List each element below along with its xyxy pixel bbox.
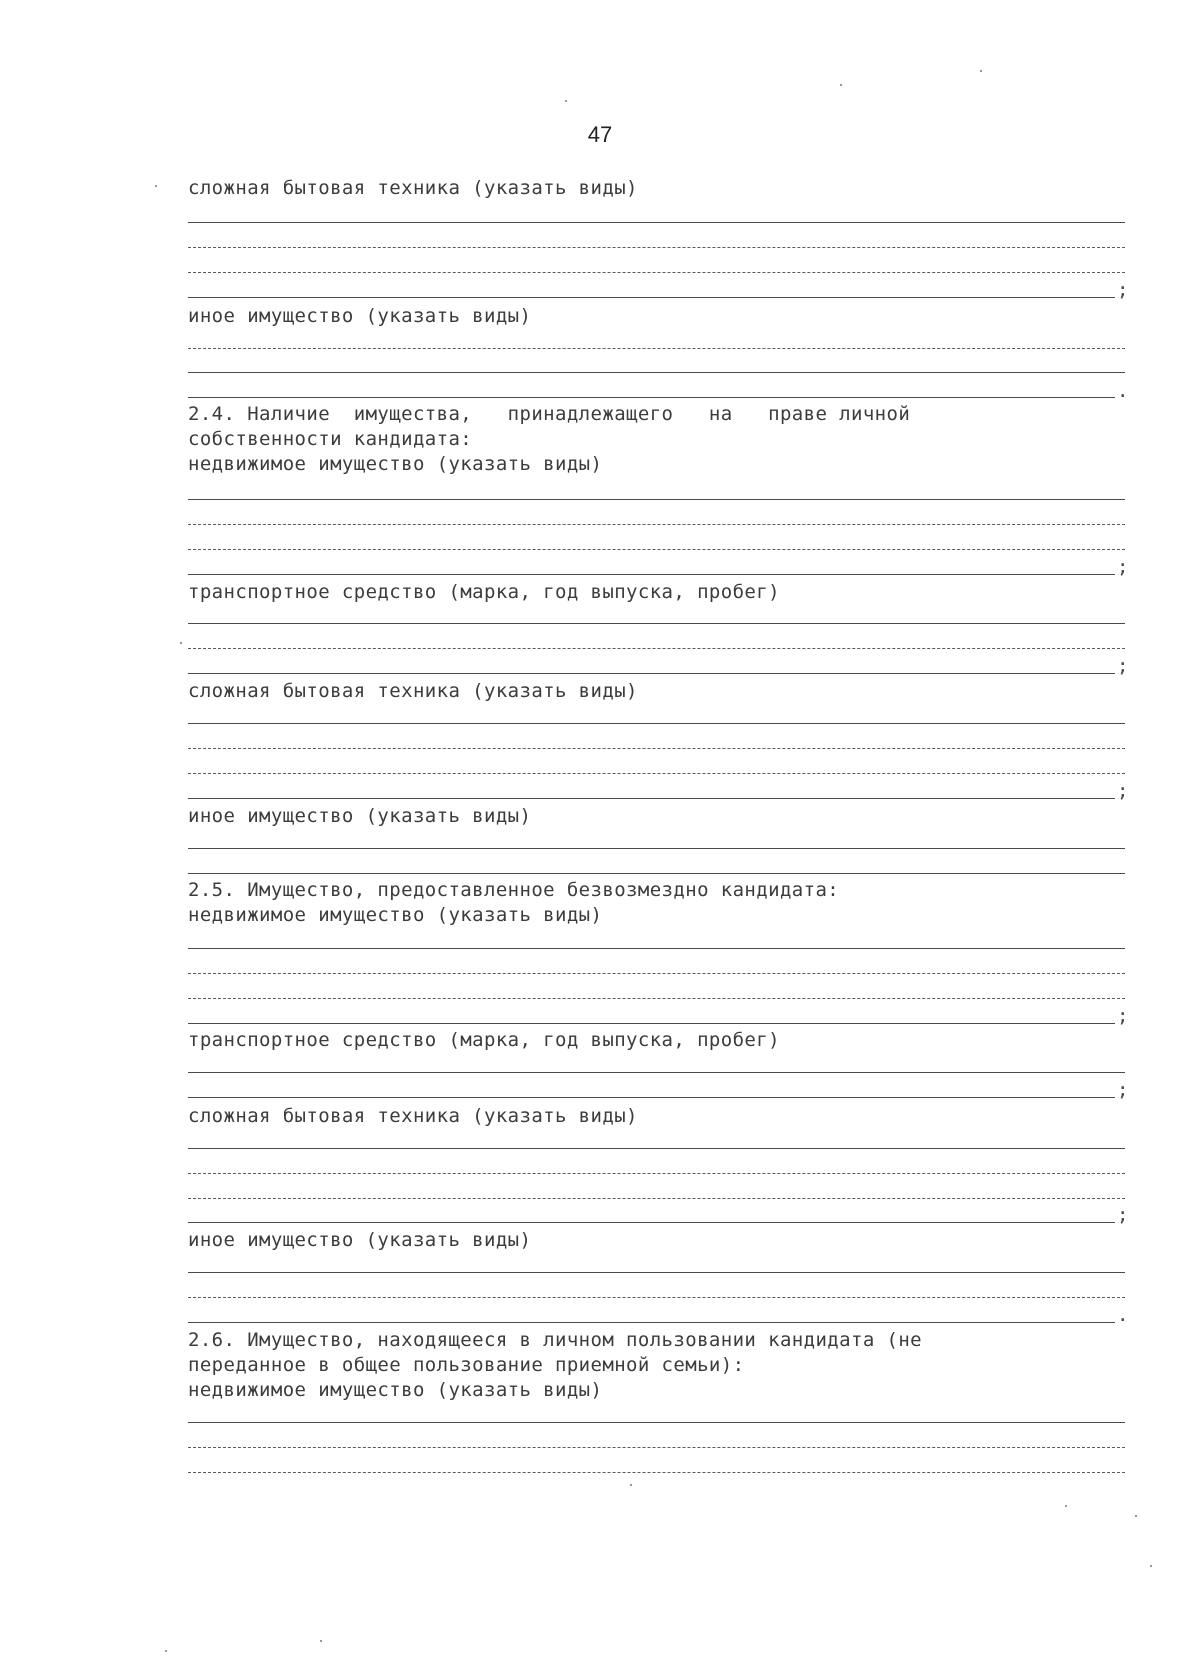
blank-line[interactable]: [188, 723, 1125, 724]
section-2-5-heading: 2.5. Имущество, предоставленное безвозмездно кандидата:: [188, 879, 840, 901]
blank-line[interactable]: [188, 1472, 1125, 1473]
section-2-4-heading-cont: собственности кандидата:: [188, 428, 473, 450]
period: .: [1117, 1304, 1129, 1326]
field-label-appliances: сложная бытовая техника (указать виды): [188, 680, 638, 702]
field-label-vehicle: транспортное средство (марка, год выпуска, пробег): [188, 581, 780, 603]
page-number: 47: [587, 122, 613, 147]
blank-line[interactable]: [188, 297, 1115, 298]
blank-line[interactable]: [188, 372, 1125, 373]
blank-line[interactable]: [188, 848, 1125, 849]
section-2-6-heading: 2.6. Имущество, находящееся в личном пользовании кандидата (не: [188, 1329, 923, 1351]
blank-line[interactable]: [188, 272, 1125, 273]
blank-line[interactable]: [188, 1422, 1125, 1423]
field-label-real-estate: недвижимое имущество (указать виды): [188, 904, 603, 926]
blank-line[interactable]: [188, 1072, 1125, 1073]
blank-line[interactable]: [188, 348, 1125, 349]
blank-line[interactable]: [188, 798, 1115, 799]
field-label-other-property: иное имущество (указать виды): [188, 805, 532, 827]
field-label-vehicle: транспортное средство (марка, год выпуска, пробег): [188, 1029, 780, 1051]
field-label-other-property: иное имущество (указать виды): [188, 1229, 532, 1251]
scan-speck: [1135, 1515, 1137, 1517]
semicolon: ;: [1117, 780, 1129, 802]
blank-line[interactable]: [188, 222, 1125, 223]
scan-speck: [165, 1650, 167, 1652]
scan-speck: [1065, 1505, 1067, 1507]
semicolon: ;: [1117, 556, 1129, 578]
scan-speck: [180, 642, 182, 644]
blank-line[interactable]: [188, 1148, 1125, 1149]
blank-line[interactable]: [188, 1322, 1115, 1323]
semicolon: ;: [1117, 655, 1129, 677]
scan-speck: [320, 1640, 322, 1642]
field-label-appliances: сложная бытовая техника (указать виды): [188, 1105, 638, 1127]
blank-line[interactable]: [188, 1097, 1115, 1098]
blank-line[interactable]: [188, 1297, 1125, 1298]
blank-line[interactable]: [188, 773, 1125, 774]
blank-line[interactable]: [188, 648, 1125, 649]
blank-line[interactable]: [188, 1198, 1125, 1199]
blank-line[interactable]: [188, 247, 1125, 248]
semicolon: ;: [1117, 1005, 1129, 1027]
semicolon: ;: [1117, 1204, 1129, 1226]
semicolon: ;: [1117, 1079, 1129, 1101]
blank-line[interactable]: [188, 1272, 1125, 1273]
blank-line[interactable]: [188, 623, 1125, 624]
blank-line[interactable]: [188, 973, 1125, 974]
blank-line[interactable]: [188, 499, 1125, 500]
blank-line[interactable]: [188, 673, 1115, 674]
blank-line[interactable]: [188, 748, 1125, 749]
blank-line[interactable]: [188, 873, 1125, 874]
field-label-other-property: иное имущество (указать виды): [188, 305, 532, 327]
blank-line[interactable]: [188, 1023, 1115, 1024]
section-2-4-heading: 2.4. Наличие имущества, принадлежащего на праве личной: [188, 403, 911, 425]
scan-speck: [630, 1484, 632, 1486]
field-label-real-estate: недвижимое имущество (указать виды): [188, 1379, 603, 1401]
blank-line[interactable]: [188, 948, 1125, 949]
blank-line[interactable]: [188, 1447, 1125, 1448]
scan-speck: [840, 84, 842, 86]
blank-line[interactable]: [188, 1173, 1125, 1174]
field-label-appliances: сложная бытовая техника (указать виды): [188, 177, 638, 199]
blank-line[interactable]: [188, 998, 1125, 999]
section-2-6-heading-cont: переданное в общее пользование приемной семьи):: [188, 1354, 745, 1376]
period: .: [1117, 380, 1129, 402]
scan-speck: [155, 185, 157, 187]
blank-line[interactable]: [188, 574, 1115, 575]
scan-speck: [980, 70, 982, 72]
blank-line[interactable]: [188, 1222, 1115, 1223]
scan-speck: [565, 100, 567, 102]
blank-line[interactable]: [188, 549, 1125, 550]
field-label-real-estate: недвижимое имущество (указать виды): [188, 453, 603, 475]
blank-line[interactable]: [188, 397, 1115, 398]
blank-line[interactable]: [188, 524, 1125, 525]
scan-speck: [1150, 1565, 1152, 1567]
semicolon: ;: [1117, 279, 1129, 301]
